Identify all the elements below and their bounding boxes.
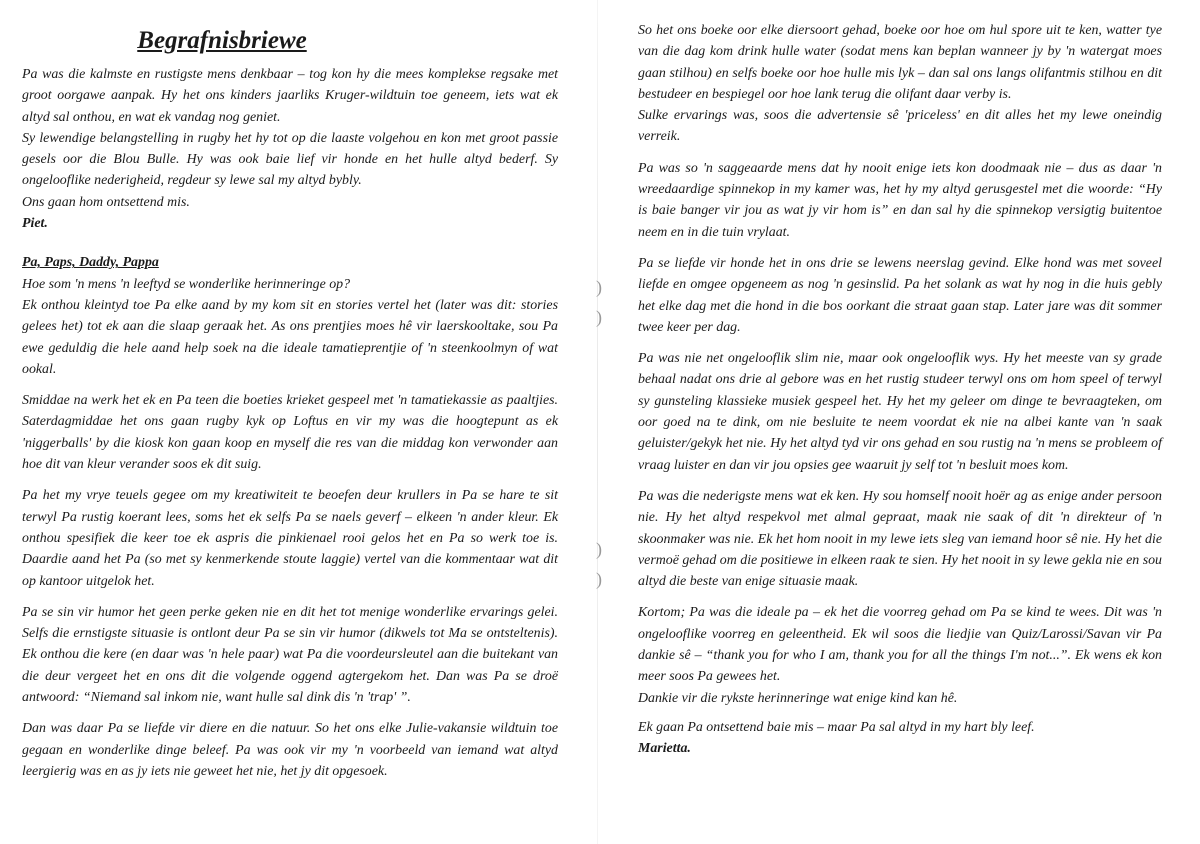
piet-paragraph: Pa was die kalmste en rustigste mens denkbaar – tog kon hy die mees komplekse regsake met groot oorgawe aanpak. Hy het ons kinders jaarliks Kruger-wildtuin toe geneem, iets wat ek altyd sal onthou, en wat ek vandag nog geniet. xyxy=(22,67,558,125)
memory-paragraph: Pa se sin vir humor het geen perke geken nie en dit het tot menige wonderlike ervarings gelei. Selfs die ernstigste situasie is ontlont deur Pa se sin vir humor (dikwels tot Ma se ontsteltenis). Ek onthou die kere (en daar was 'n hele paar) wat Pa die voordeursleutel aan die buitekant van die deur vergeet het en ons dit die volgende oggend agtergekom het. Dan was Pa se droë antwoord: “Niemand sal inkom nie, want hulle sal dink dis 'n 'trap' ”. xyxy=(22,604,558,706)
memory-paragraph: Pa was so 'n saggeaarde mens dat hy nooit enige iets kon doodmaak nie – dus as daar 'n wreedaardige spinnekop in my kamer was, het hy my altyd gerusgestel met die woorde: “Hy is baie banger vir jou as wat jy vir hom is” en dan sal hy die spinnekop versigtig buitentoe neem en in die tuin vrylaat. xyxy=(638,160,1162,240)
intro-paragraph: Hoe som 'n mens 'n leeftyd se wonderlike herinneringe op? xyxy=(22,276,351,292)
page-title: Begrafnisbriewe xyxy=(137,27,307,54)
memory-paragraph: Sulke ervarings was, soos die advertensie sê 'priceless' en dit alles het my lewe oneindig verreik. xyxy=(638,108,1162,145)
page-fold xyxy=(597,0,598,844)
staple-mark: ) xyxy=(596,539,602,559)
staple-mark: ) xyxy=(596,277,602,297)
right-page xyxy=(638,0,1162,844)
staple-mark: ) xyxy=(596,307,602,327)
closing-paragraph: Kortom; Pa was die ideale pa – ek het die voorreg gehad om Pa se kind te wees. Dit was 'n ongelooflike voorreg en geleentheid. Ek wil soos die liedjie van Quiz/Larossi/Savan vir Pa dankie sê – “thank you for who I am, thank you for all the things I'm not...”. Ek wens ek kon meer soos Pa gewees het. xyxy=(638,605,1162,685)
intro-paragraph: Ek onthou kleintyd toe Pa elke aand by my kom sit en stories vertel het (later was dit: stories gelees het) tot ek aan die slaap geraak het. As ons prentjies moes hê vir laerskooltake, sou Pa ewe geduldig die hele aand help soek na die ideale tamatieprentjie of 'n steenkoolmyn of wat ookal. xyxy=(22,297,558,377)
memory-paragraph: Pa het my vrye teuels gegee om my kreatiwiteit te beoefen deur krullers in Pa se hare te sit terwyl Pa rustig koerant lees, soms het ek selfs Pa se naels geverf – elkeen 'n ander kleur. Ek onthou spesifiek die keer toe ek aspris die pinkienael rooi gelos het en Pa so werk toe is. Daardie aand het Pa (so met sy kenmerkende stoute laggie) vertel van die kommentaar wat dit op kantoor uitgelok het. xyxy=(22,488,558,589)
memory-paragraph: So het ons boeke oor elke diersoort gehad, boeke oor hoe om hul spore uit te ken, watter tye van die dag kom drink hulle water (sodat mens kan beplan wanneer jy by 'n watergat moes gaan stilhou) en selfs boeke oor hoe hulle mis lyk – dan sal ons langs olifantmis stilhou en dit bestudeer en bespiegel oor hoe lank terug die olifant daar verby is. xyxy=(638,23,1162,102)
piet-paragraph: Ons gaan hom ontsettend mis. xyxy=(22,194,190,210)
section-subheading: Pa, Paps, Daddy, Pappa xyxy=(22,255,159,271)
piet-paragraph: Sy lewendige belangstelling in rugby het hy tot op die laaste volgehou en kon met groot passie gesels oor die Blou Bulle. Hy was ook baie lief vir honde en het hulle altyd bederf. Sy ongelooflike nederigheid, regdeur sy lewe sal my altyd bybly. xyxy=(22,130,558,189)
final-line: Ek gaan Pa ontsettend baie mis – maar Pa sal altyd in my hart bly leef. xyxy=(638,719,1035,735)
left-page xyxy=(22,0,558,844)
memory-paragraph: Pa was die nederigste mens wat ek ken. Hy sou homself nooit hoër ag as enige ander persoon nie. Hy het altyd respekvol met almal gepraat, maak nie saak of dit 'n direkteur of 'n skoonmaker was nie. Ek het hom nooit in my lewe iets sleg van iemand hoor sê nie. Hy het die vermoë gehad om die positiewe in elkeen raak te sien. Hy het nooit in sy lewe gekla nie en sou altyd die beste van enige situasie maak. xyxy=(638,488,1162,590)
signature-piet: Piet. xyxy=(22,216,48,232)
memory-paragraph: Dan was daar Pa se liefde vir diere en die natuur. So het ons elke Julie-vakansie wildtuin toe gegaan en wonderlike dinge beleef. Pa was ook vir my 'n voorbeeld van iemand wat altyd leergierig was en as jy iets nie geweet het nie, het jy dit opgesoek. xyxy=(22,721,558,779)
signature-marietta: Marietta. xyxy=(638,741,691,757)
closing-paragraph: Dankie vir die rykste herinneringe wat enige kind kan hê. xyxy=(638,690,958,706)
memory-paragraph: Pa was nie net ongelooflik slim nie, maar ook ongelooflik wys. Hy het meeste van sy grade behaal nadat ons drie al gebore was en het rustig studeer terwyl ons om hom speel of terwyl sy gunsteling klassieke musiek gespeel het. Hy het my geleer om dinge te bevraagteken, om oor goed na te dink, om nie besluite te neem voordat ek nie na albei kante van 'n saak geluister/gekyk het nie. Hy het altyd tyd vir ons gehad en sou rustig na 'n mens se probleem of vraag luister en dan vir jou opsies gee waaruit jy self tot 'n besluit moes kom. xyxy=(638,351,1162,473)
memory-paragraph: Smiddae na werk het ek en Pa teen die boeties krieket gespeel met 'n tamatiekassie as paaltjies. Saterdagmiddae het ons gaan rugby kyk op Loftus en vir my was die hoogtepunt as ek 'niggerballs' by die kiosk kon gaan koop en myself die res van die middag kon verwonder aan hoe dit van kleur verander soos ek dit suig. xyxy=(22,393,558,473)
staple-mark: ) xyxy=(596,569,602,589)
memory-paragraph: Pa se liefde vir honde het in ons drie se lewens neerslag gevind. Elke hond was met soveel liefde en omgee opgeneem as nog 'n gesinslid. Pa het solank as wat hy nog in die huis gebly het elke dag met die hond in die bos oorkant die straat gaan stap. Later jare was dit sommer twee keer per dag. xyxy=(638,255,1162,335)
